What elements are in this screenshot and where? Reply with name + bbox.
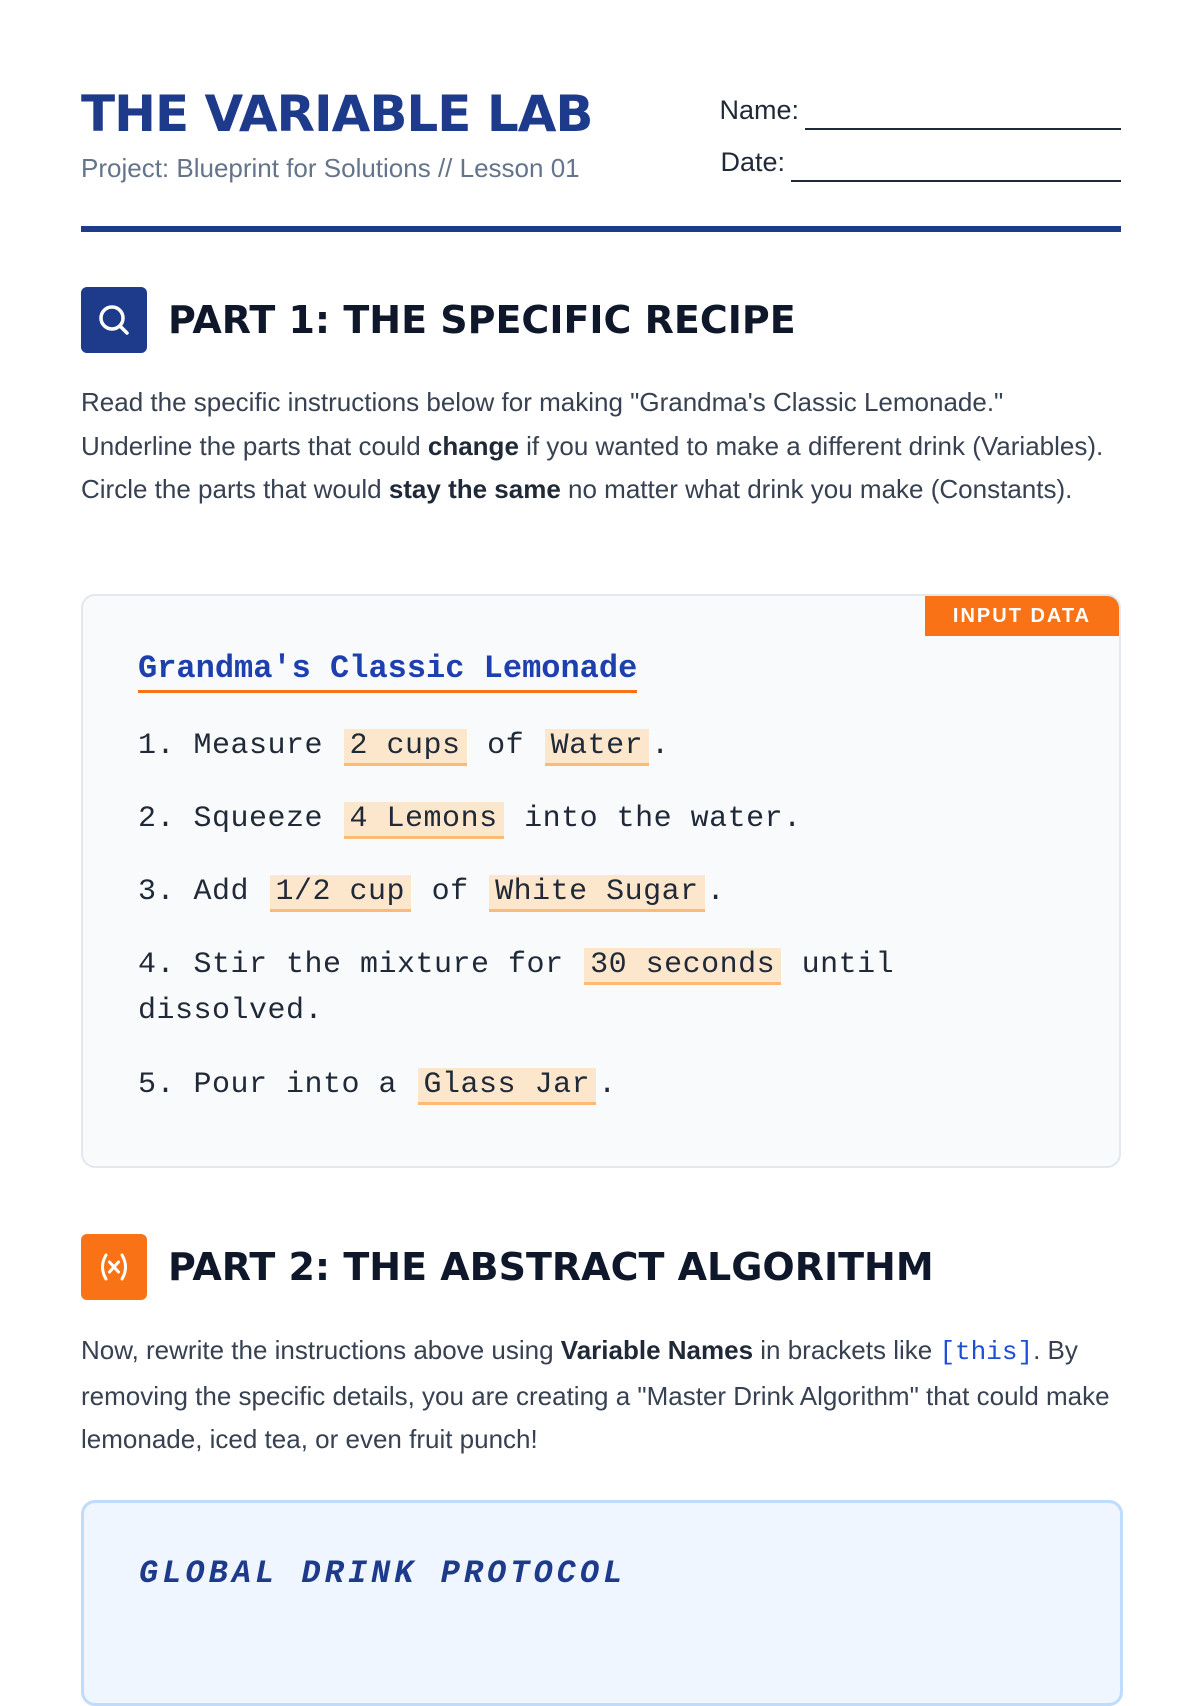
step-text: 4. Stir the mixture for	[138, 948, 583, 982]
page-subtitle: Project: Blueprint for Solutions // Lesson 01	[81, 153, 580, 183]
date-field[interactable]	[701, 148, 1121, 182]
variable-highlight: 2 cups	[344, 729, 467, 766]
instruction-text: . By removing the specific details, you are creating a "Master Drink Algorithm" that could make lemonade, iced tea, or even fruit punch!	[81, 1335, 1110, 1454]
recipe-card	[81, 594, 1121, 1168]
step-text: into the water.	[505, 802, 802, 836]
step-text: 2. Squeeze	[138, 802, 342, 836]
step-text: 1. Measure	[138, 729, 342, 763]
part2-title: PART 2: THE ABSTRACT ALGORITHM	[168, 1245, 934, 1289]
variable-highlight: Water	[545, 729, 650, 766]
date-blank-line[interactable]	[791, 180, 1121, 182]
magnifier-icon	[81, 287, 147, 353]
variable-icon	[81, 1234, 147, 1300]
part2-heading	[81, 1234, 1121, 1300]
recipe-step	[138, 942, 898, 1034]
inline-code-example: [this]	[939, 1337, 1034, 1367]
name-label: Name:	[719, 95, 799, 125]
instruction-text: if you wanted to make a different drink (Variables). Circle the parts that would	[81, 430, 1104, 504]
variable-highlight: 4 Lemons	[344, 802, 504, 839]
step-text: of	[468, 729, 543, 763]
step-text: of	[413, 875, 488, 909]
recipe-step	[138, 796, 898, 842]
part2-instructions	[81, 1329, 1121, 1462]
step-text: .	[651, 729, 670, 763]
step-text: .	[598, 1068, 617, 1102]
instruction-text: Now, rewrite the instructions above using	[81, 1335, 561, 1365]
page-title: THE VARIABLE LAB	[81, 85, 593, 143]
header-divider	[81, 226, 1121, 232]
step-text: 3. Add	[138, 875, 268, 909]
input-data-tag: INPUT DATA	[925, 596, 1119, 636]
variable-highlight: 30 seconds	[584, 948, 781, 985]
instruction-emphasis: Variable Names	[560, 1335, 754, 1365]
part1-heading	[81, 287, 1121, 353]
part1-instructions	[81, 381, 1121, 512]
protocol-card	[81, 1500, 1123, 1706]
instruction-emphasis: change	[427, 430, 519, 461]
step-text: until dissolved.	[138, 948, 895, 1028]
variable-highlight: 1/2 cup	[270, 875, 412, 912]
recipe-step	[138, 723, 898, 769]
recipe-step	[138, 1062, 898, 1108]
variable-highlight: Glass Jar	[418, 1068, 597, 1105]
date-label: Date:	[720, 147, 785, 177]
instruction-text: Read the specific instructions below for making "Grandma's Classic Lemonade." Underline the parts that could	[81, 387, 1004, 461]
protocol-title: GLOBAL DRINK PROTOCOL	[139, 1555, 627, 1592]
recipe-title: Grandma's Classic Lemonade	[138, 650, 637, 693]
step-text: .	[706, 875, 726, 909]
instruction-text: no matter what drink you make (Constants).	[560, 474, 1073, 504]
recipe-step	[138, 869, 898, 915]
name-blank-line[interactable]	[805, 128, 1121, 130]
variable-highlight: White Sugar	[489, 875, 705, 912]
worksheet-header	[81, 80, 1121, 230]
instruction-text: in brackets like	[753, 1335, 940, 1365]
name-field[interactable]	[701, 96, 1121, 130]
step-text: 5. Pour into a	[138, 1068, 416, 1102]
instruction-emphasis: stay the same	[388, 474, 561, 504]
part1-title: PART 1: THE SPECIFIC RECIPE	[168, 298, 796, 342]
